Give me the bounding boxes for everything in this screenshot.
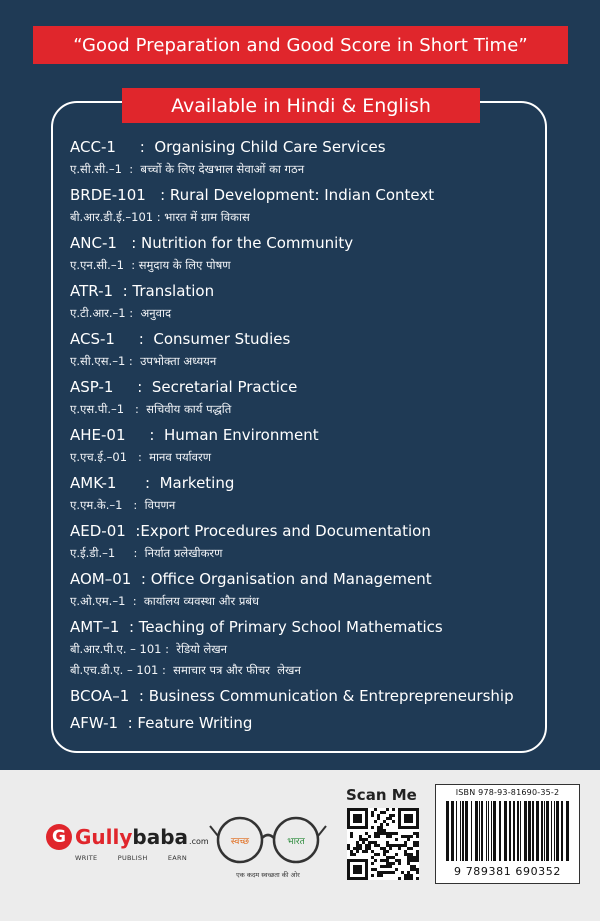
wordmark-suffix: baba — [132, 825, 189, 849]
course-title-hi: बी.आर.पी.ए. – 101 : रेडियो लेखन — [70, 642, 228, 656]
tag-publish: PUBLISH — [117, 854, 148, 862]
top-banner: “Good Preparation and Good Score in Short Time” — [33, 26, 568, 64]
wordmark-prefix: Gully — [75, 825, 133, 849]
course-item — [70, 568, 540, 616]
course-item — [70, 712, 540, 739]
course-title-en: ACC-1 : Organising Child Care Services — [70, 138, 386, 156]
course-title-hi: बी.आर.डी.ई.–101 : भारत में ग्राम विकास — [70, 210, 250, 224]
course-item — [70, 280, 540, 328]
course-title-hi: ए.ई.डी.–1 : निर्यात प्रलेखीकरण — [70, 546, 223, 560]
course-item — [70, 136, 540, 184]
footer — [0, 770, 600, 921]
course-item — [70, 616, 540, 685]
isbn-label: ISBN 978-93-81690-35-2 — [455, 788, 560, 797]
barcode-icon — [444, 801, 572, 861]
course-title-en: AOM–01 : Office Organisation and Management — [70, 570, 432, 588]
course-title-en: ASP-1 : Secretarial Practice — [70, 378, 298, 396]
gullybaba-wordmark — [75, 825, 188, 849]
course-item — [70, 232, 540, 280]
course-title-hi: ए.एन.सी.–1 : समुदाय के लिए पोषण — [70, 258, 231, 272]
course-title-hi: बी.एच.डी.ए. – 101 : समाचार पत्र और फीचर लेखन — [70, 663, 301, 677]
gullybaba-logo[interactable] — [46, 822, 209, 852]
available-badge: Available in Hindi & English — [122, 88, 480, 123]
course-item — [70, 376, 540, 424]
gullybaba-tags — [75, 854, 187, 862]
course-list — [70, 136, 540, 739]
course-item — [70, 472, 540, 520]
gullybaba-com: .com — [189, 836, 209, 846]
qr-code-icon[interactable] — [347, 808, 419, 880]
isbn-box — [435, 784, 580, 884]
course-title-en: ANC-1 : Nutrition for the Community — [70, 234, 354, 252]
course-title-en: AMT–1 : Teaching of Primary School Mathematics — [70, 618, 443, 636]
course-item — [70, 424, 540, 472]
course-title-en: BRDE-101 : Rural Development: Indian Context — [70, 186, 435, 204]
course-title-hi: ए.टी.आर.–1 : अनुवाद — [70, 306, 172, 320]
course-title-en: BCOA–1 : Business Communication & Entreprepreneurship — [70, 687, 514, 705]
swachh-right-word: भारत — [287, 837, 305, 847]
scan-label: Scan Me — [346, 786, 417, 804]
swachh-left-word: स्वच्छ — [230, 837, 250, 847]
course-title-en: AFW-1 : Feature Writing — [70, 714, 253, 732]
swachh-tagline: एक कदम स्वच्छता की ओर — [236, 871, 300, 879]
course-title-en: AHE-01 : Human Environment — [70, 426, 319, 444]
barcode-digits: 9 789381 690352 — [454, 865, 561, 878]
course-title-hi: ए.सी.एस.–1 : उपभोक्ता अध्ययन — [70, 354, 217, 368]
course-item — [70, 685, 540, 712]
tag-write: WRITE — [75, 854, 98, 862]
course-title-en: ATR-1 : Translation — [70, 282, 215, 300]
course-title-hi: ए.एम.के.–1 : विपणन — [70, 498, 176, 512]
tag-earn: EARN — [167, 854, 187, 862]
course-item — [70, 184, 540, 232]
course-item — [70, 328, 540, 376]
course-title-hi: ए.एच.ई.–01 : मानव पर्यावरण — [70, 450, 212, 464]
course-title-en: ACS-1 : Consumer Studies — [70, 330, 291, 348]
course-title-hi: ए.सी.सी.–1 : बच्चों के लिए देखभाल सेवाओं का गठन — [70, 162, 305, 176]
course-title-en: AED-01 :Export Procedures and Documentation — [70, 522, 431, 540]
gullybaba-g-icon: G — [46, 824, 72, 850]
course-title-hi: ए.एस.पी.–1 : सचिवीय कार्य पद्धति — [70, 402, 232, 416]
course-item — [70, 520, 540, 568]
course-title-hi: ए.ओ.एम.–1 : कार्यालय व्यवस्था और प्रबंध — [70, 594, 259, 608]
course-title-en: AMK-1 : Marketing — [70, 474, 235, 492]
swachh-bharat-glasses-icon — [208, 808, 328, 878]
